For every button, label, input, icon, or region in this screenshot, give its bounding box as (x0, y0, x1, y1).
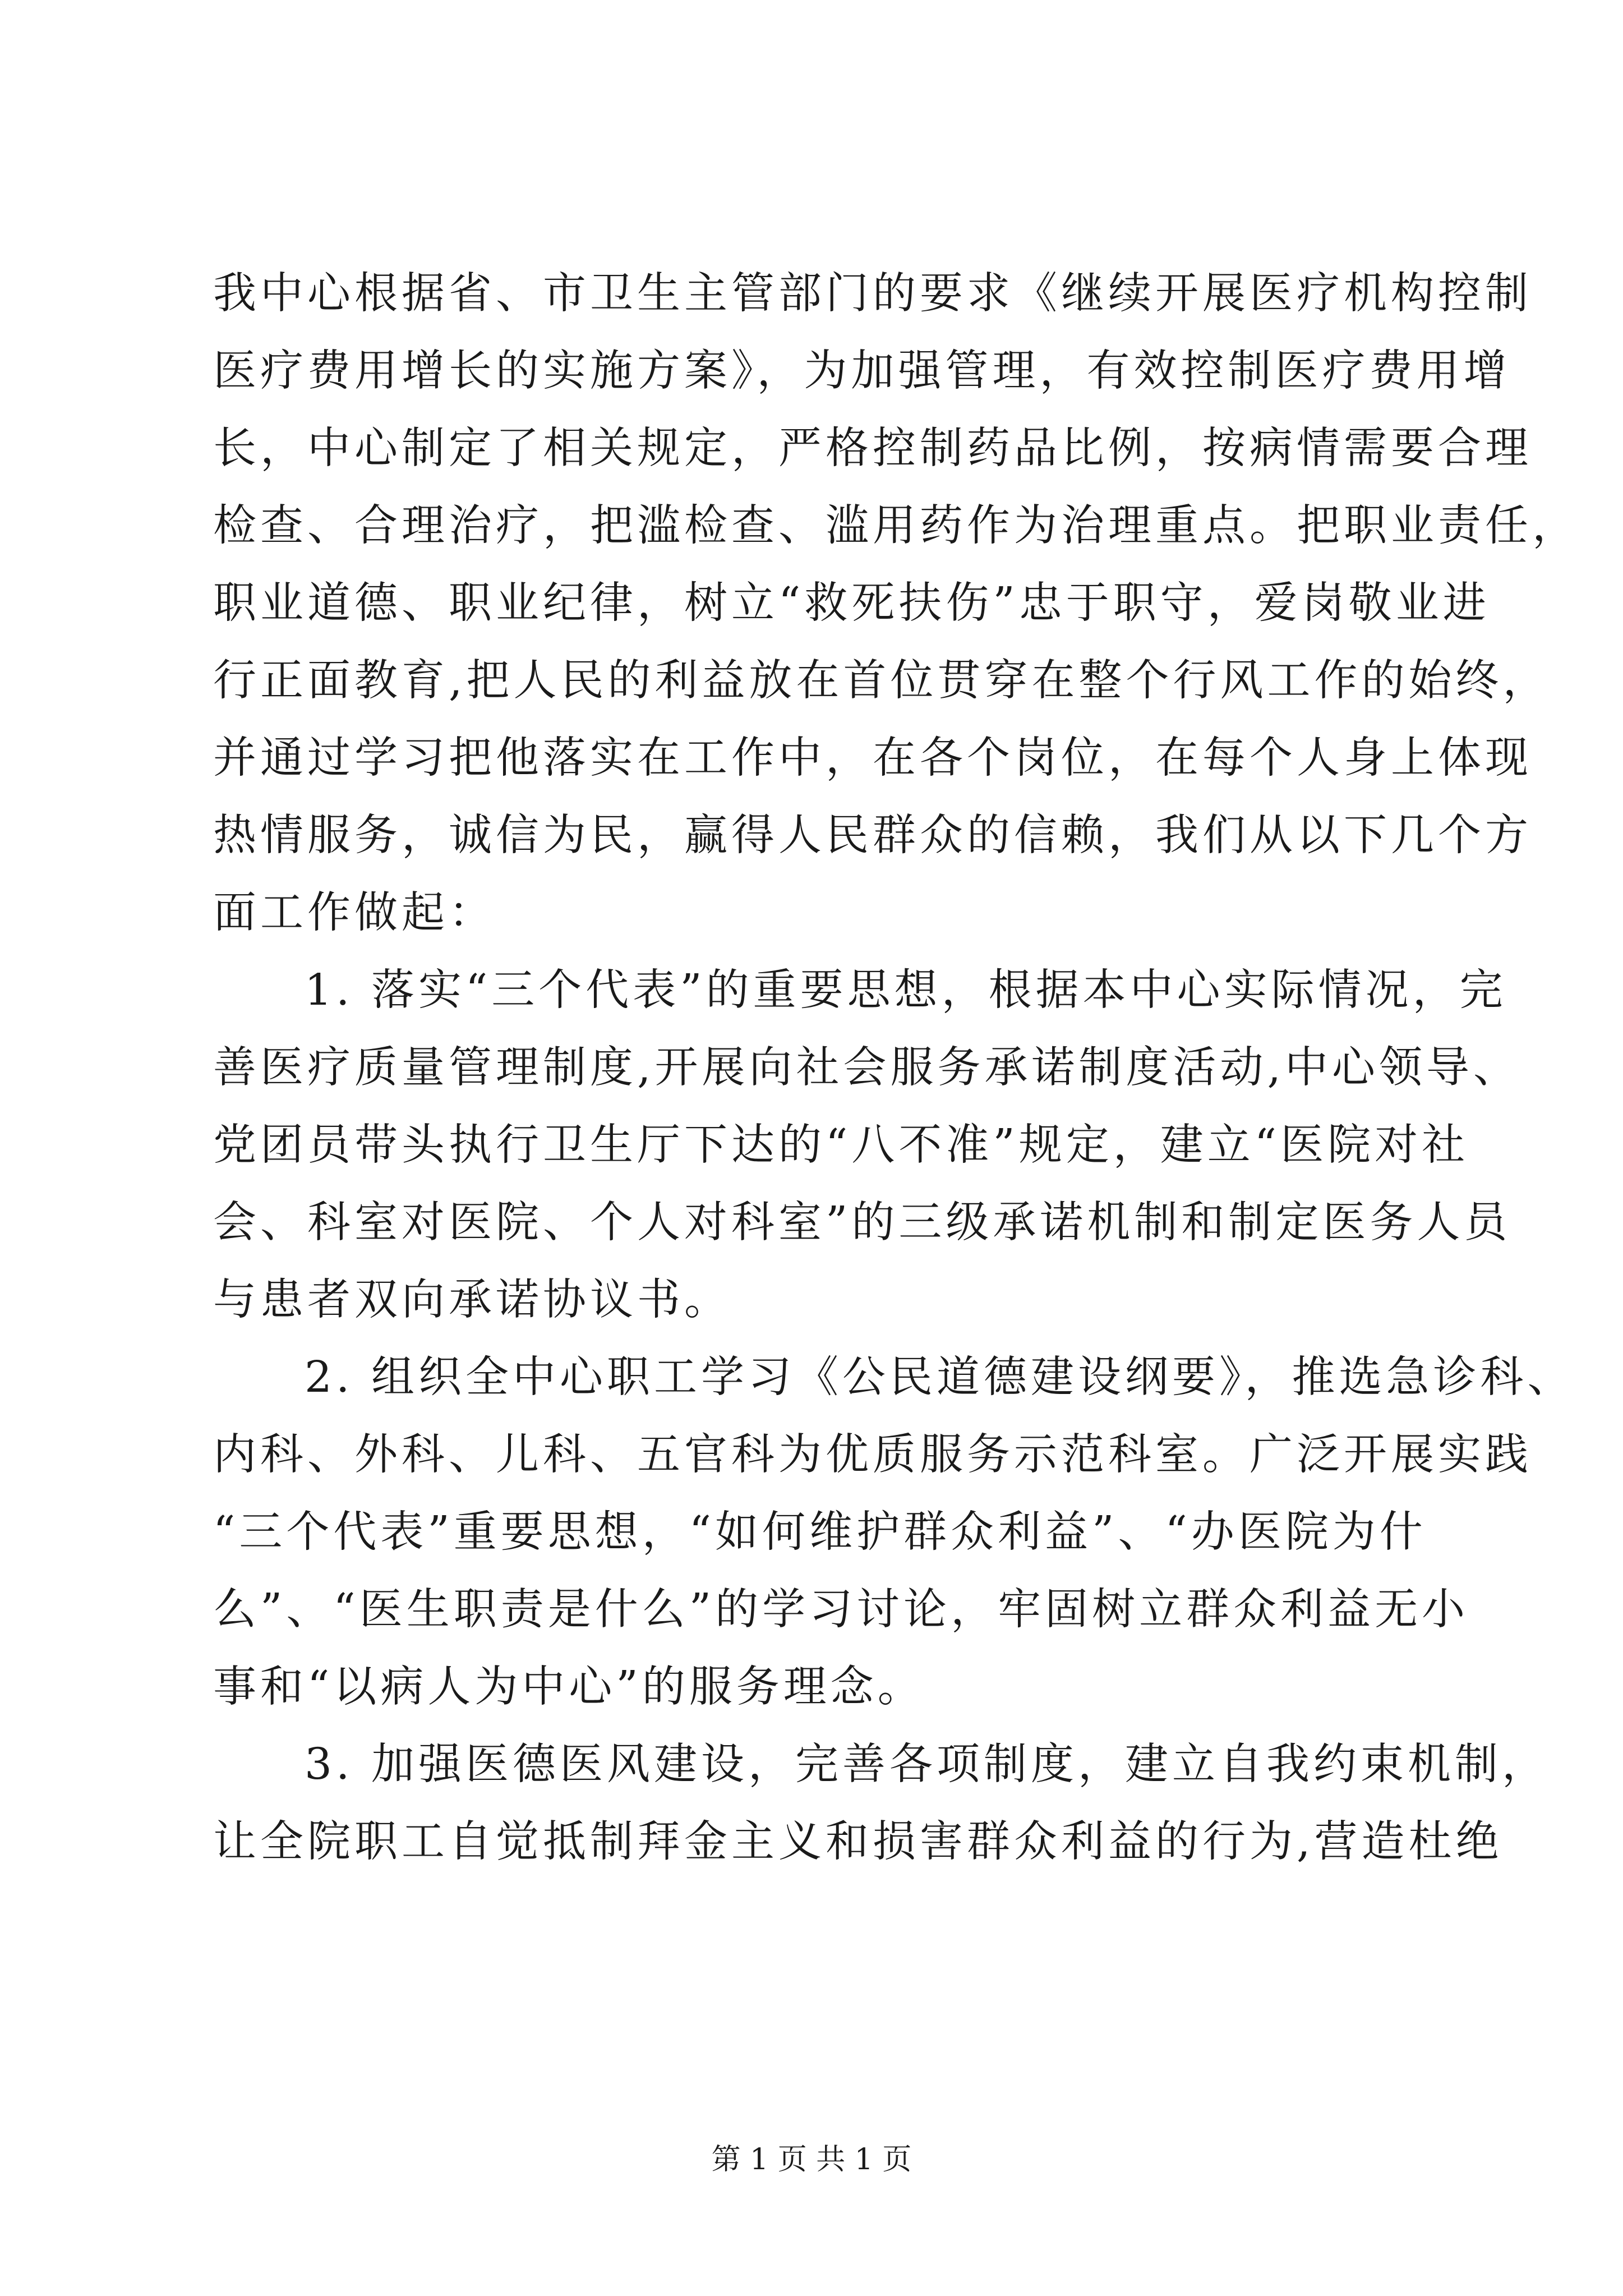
paragraph-start-line: 3. 加强医德医风建设，完善各项制度，建立自我约束机制， (305, 1740, 1549, 1789)
text-line: 与患者双向承诺协议书。 (213, 1275, 731, 1325)
text-line: 事和“以病人为中心”的服务理念。 (213, 1662, 925, 1712)
text-line: 我中心根据省、市卫生主管部门的要求《继续开展医疗机构控制 (213, 269, 1532, 319)
text-line: 党团员带头执行卫生厅下达的“八不准”规定，建立“医院对社 (213, 1120, 1469, 1170)
text-line: 内科、外科、儿科、五官科为优质服务示范科室。广泛开展实践 (213, 1430, 1532, 1480)
text-line: 善医疗质量管理制度,开展向社会服务承诺制度活动,中心领导、 (213, 1043, 1520, 1093)
text-line: 检查、合理治疗，把滥检查、滥用药作为治理重点。把职业责任， (213, 501, 1579, 551)
page-footer: 第 1 页 共 1 页 (711, 2143, 912, 2177)
paragraph-start-line: 1. 落实“三个代表”的重要思想，根据本中心实际情况，完 (305, 965, 1507, 1015)
document-body (213, 255, 1579, 1881)
text-line: 让全院职工自觉抵制拜金主义和损害群众利益的行为,营造杜绝 (213, 1817, 1503, 1867)
text-line: 并通过学习把他落实在工作中，在各个岗位，在每个人身上体现 (213, 733, 1532, 783)
text-line: 行正面教育,把人民的利益放在首位贯穿在整个行风工作的始终， (213, 656, 1550, 706)
text-line: “三个代表”重要思想，“如何维护群众利益”、“办医院为什 (213, 1507, 1427, 1557)
text-line: 热情服务，诚信为民，赢得人民群众的信赖，我们从以下几个方 (213, 811, 1532, 861)
text-line: 面工作做起： (213, 888, 496, 938)
text-line: 么”、“医生职责是什么”的学习讨论，牢固树立群众利益无小 (213, 1585, 1469, 1635)
text-line: 职业道德、职业纪律，树立“救死扶伤”忠于职守，爱岗敬业进 (213, 578, 1490, 628)
text-line: 长，中心制定了相关规定，严格控制药品比例，按病情需要合理 (213, 424, 1532, 473)
text-line: 会、科室对医院、个人对科室”的三级承诺机制和制定医务人员 (213, 1198, 1511, 1248)
text-line: 医疗费用增长的实施方案》，为加强管理，有效控制医疗费用增 (213, 346, 1511, 396)
paragraph-start-line: 2. 组织全中心职工学习《公民道德建设纲要》，推选急诊科、 (305, 1352, 1575, 1402)
